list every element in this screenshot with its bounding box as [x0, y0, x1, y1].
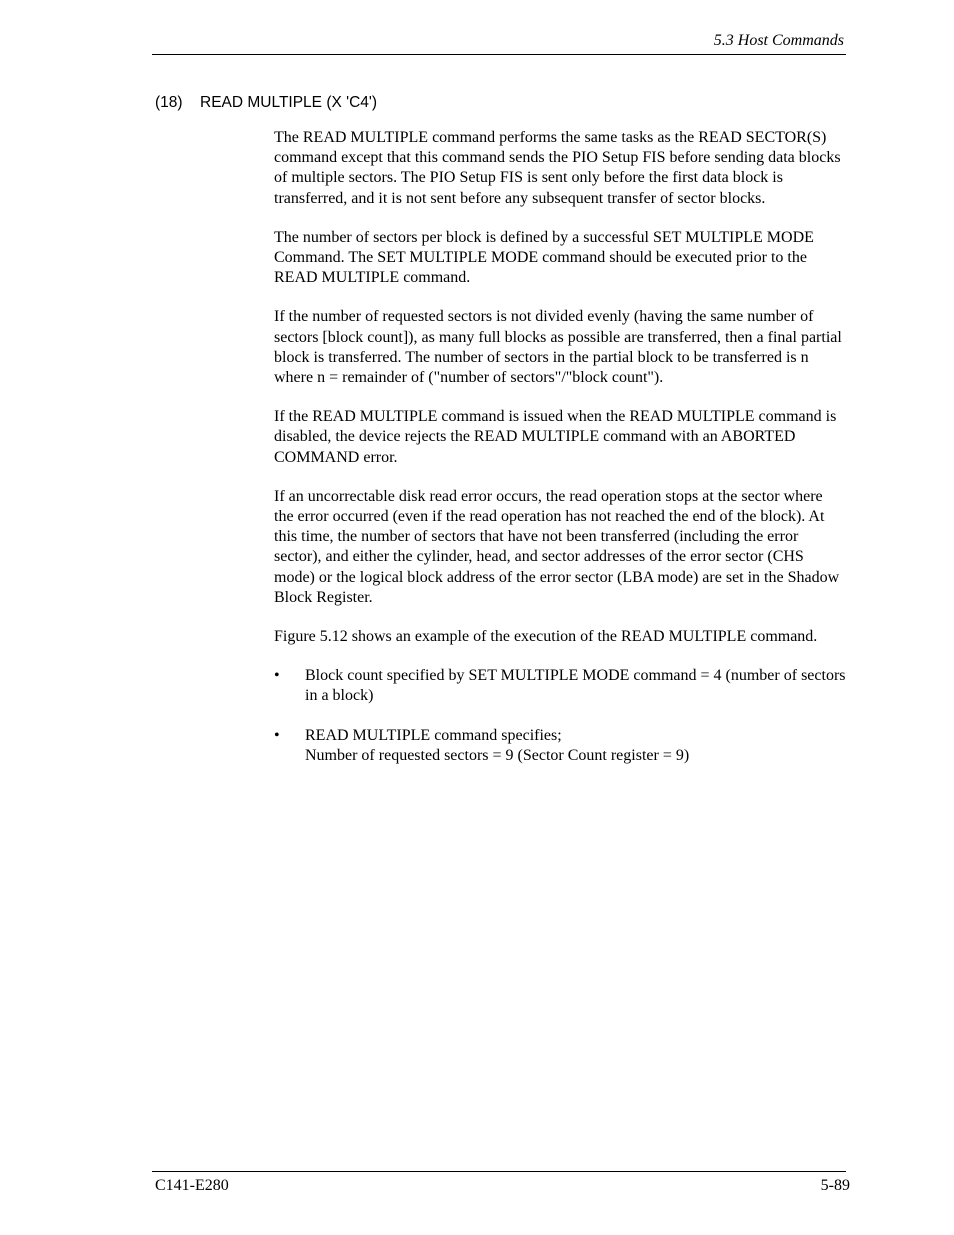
bullet-icon: •: [274, 726, 280, 744]
section-number: (18): [155, 94, 183, 111]
paragraph: If an uncorrectable disk read error occurs, the read operation stops at the sector where the error occurred (even if the read operation has not reached the end of the block). At this time, the number of sectors that have not been transferred (including the error sector), and either the cylinder, head, and sector addresses of the error sector (CHS mode) or the logical block address of the error sector (LBA mode) are set in the Shadow Block Register.: [274, 487, 840, 606]
footer-rule: [152, 1171, 846, 1172]
bullet-item: [274, 726, 846, 766]
bullet-text: Block count specified by SET MULTIPLE MODE command = 4 (number of sectors in a block): [305, 667, 846, 705]
paragraph: If the READ MULTIPLE command is issued when the READ MULTIPLE command is disabled, the device rejects the READ MULTIPLE command with an ABORTED COMMAND error.: [274, 408, 837, 466]
paragraph: The number of sectors per block is defined by a successful SET MULTIPLE MODE Command. The SET MULTIPLE MODE command should be executed prior to the READ MULTIPLE command.: [274, 228, 814, 287]
body-text: [274, 128, 846, 785]
document-id: C141-E280: [155, 1177, 229, 1194]
paragraph: If the number of requested sectors is not divided evenly (having the same number of sectors [block count]), as many full blocks as possible are transferred, then a final partial block is transferred. The number of sectors in the partial block to be transferred is n where n = remainder of ("number of sectors"/"block count").: [274, 308, 842, 387]
bullet-text: READ MULTIPLE command specifies;: [305, 726, 562, 744]
paragraph: Figure 5.12 shows an example of the execution of the READ MULTIPLE command.: [274, 628, 818, 646]
header-rule: [152, 54, 846, 55]
paragraph: The READ MULTIPLE command performs the same tasks as the READ SECTOR(S) command except that this command sends the PIO Setup FIS before sending data blocks of multiple sectors. The PIO Setup FIS is sent only before the first data block is transferred, and it is not sent before any subsequent transfer of sector blocks.: [274, 129, 841, 207]
section-title: READ MULTIPLE (X 'C4'): [200, 94, 378, 111]
section-heading: [155, 94, 377, 112]
bullet-icon: •: [274, 667, 280, 685]
bullet-item: [274, 666, 846, 706]
page-number: 5-89: [820, 1177, 850, 1194]
bullet-text: Number of requested sectors = 9 (Sector Count register = 9): [305, 746, 690, 764]
running-header: 5.3 Host Commands: [713, 32, 844, 49]
